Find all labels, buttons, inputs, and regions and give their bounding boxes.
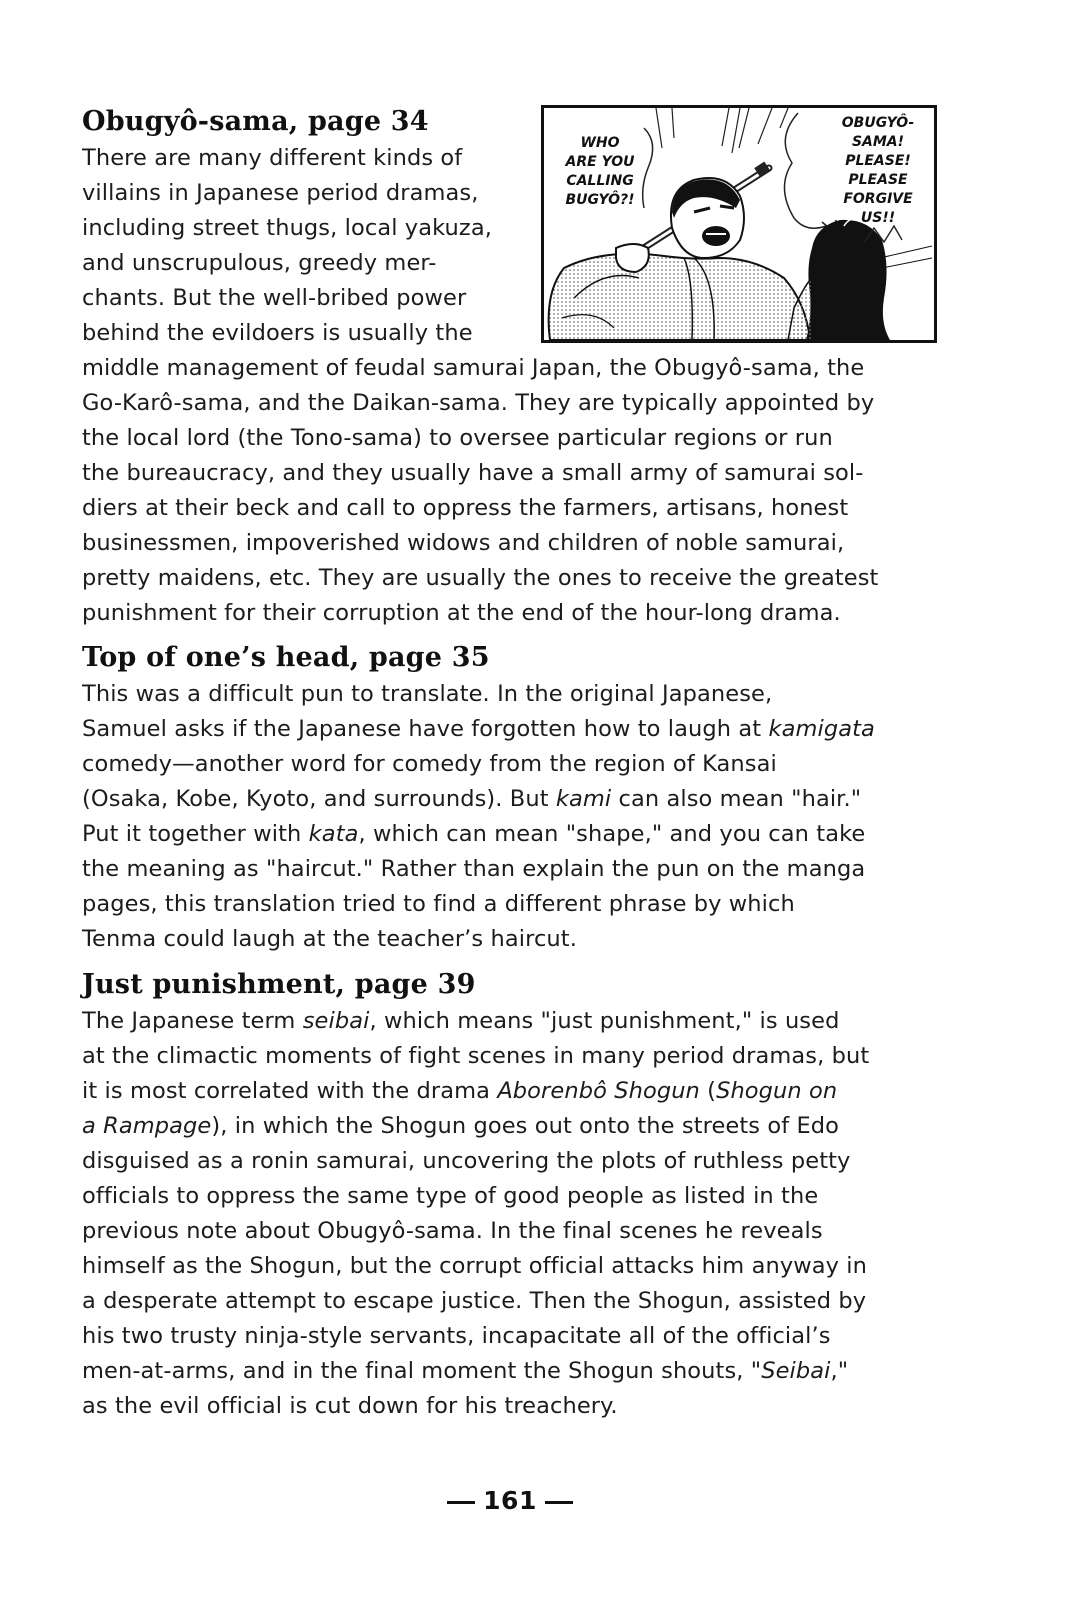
- speech-bubble-left-text: [556, 134, 644, 210]
- manga-panel-illustration: [541, 105, 937, 343]
- speech-bubble-right: [784, 113, 826, 228]
- bubble-line: FORGIVE: [843, 191, 913, 207]
- text-run: ), in which the Shogun goes out onto the streets of Edo: [211, 1113, 840, 1139]
- text-run: , which can mean "shape," and you can take: [358, 821, 866, 847]
- bubble-line: SAMA!: [851, 134, 905, 150]
- italic-term: seibai: [302, 1008, 370, 1034]
- section-heading-obugyo: Obugyô-sama, page 34: [82, 106, 429, 137]
- em-dash-left: [447, 1501, 475, 1504]
- bubble-line: PLEASE: [848, 172, 908, 188]
- italic-title: a Rampage: [82, 1113, 212, 1139]
- bubble-line: OBUGYÔ-: [841, 115, 915, 131]
- text-run: (Osaka, Kobe, Kyoto, and surrounds). But: [82, 786, 556, 812]
- text-line: comedy—another word for comedy from the region of Kansai: [82, 751, 777, 777]
- text-line: punishment for their corruption at the end of the hour-long drama.: [82, 600, 841, 626]
- italic-term: kami: [555, 786, 612, 812]
- bubble-line: ARE YOU: [565, 154, 635, 170]
- text-line: middle management of feudal samurai Japan, the Obugyô-sama, the: [82, 355, 865, 381]
- section-body-top-of-head: [82, 677, 875, 957]
- bubble-line: WHO: [580, 135, 620, 151]
- text-line: previous note about Obugyô-sama. In the final scenes he reveals: [82, 1218, 823, 1244]
- text-line: a desperate attempt to escape justice. Then the Shogun, assisted by: [82, 1288, 867, 1314]
- text-line: There are many different kinds of: [82, 145, 463, 171]
- speech-bubble-right-text: [826, 114, 930, 228]
- text-line: [82, 817, 875, 852]
- italic-term: kata: [308, 821, 359, 847]
- speed-lines: [656, 108, 788, 153]
- text-line: [82, 1004, 869, 1039]
- text-line: [82, 1109, 869, 1144]
- text-run: Put it together with: [82, 821, 309, 847]
- text-run: can also mean "hair.": [611, 786, 862, 812]
- text-line: including street thugs, local yakuza,: [82, 215, 492, 241]
- text-line: [82, 712, 875, 747]
- text-line: officials to oppress the same type of good people as listed in the: [82, 1183, 819, 1209]
- text-run: men-at-arms, and in the final moment the Shogun shouts, ": [82, 1358, 762, 1384]
- text-line: as the evil official is cut down for his treachery.: [82, 1393, 618, 1419]
- text-line: chants. But the well-bribed power: [82, 285, 467, 311]
- section-heading-top-of-head: Top of one’s head, page 35: [82, 642, 490, 673]
- page-number-value: 161: [483, 1486, 537, 1515]
- page-number: [0, 1486, 1020, 1515]
- text-line: diers at their beck and call to oppress the farmers, artisans, honest: [82, 495, 849, 521]
- italic-term: Seibai: [761, 1358, 831, 1384]
- section-heading-just-punishment: Just punishment, page 39: [82, 969, 476, 1000]
- italic-title: Shogun on: [716, 1078, 838, 1104]
- text-run: (: [699, 1078, 717, 1104]
- text-run: The Japanese term: [82, 1008, 303, 1034]
- text-line: Tenma could laugh at the teacher’s haircut.: [82, 926, 577, 952]
- text-line: [82, 782, 875, 817]
- text-line: This was a difficult pun to translate. In the original Japanese,: [82, 681, 773, 707]
- text-run: ,": [830, 1358, 849, 1384]
- text-line: [82, 1074, 869, 1109]
- text-line: himself as the Shogun, but the corrupt official attacks him anyway in: [82, 1253, 868, 1279]
- italic-term: kamigata: [768, 716, 875, 742]
- text-line: pages, this translation tried to find a different phrase by which: [82, 891, 795, 917]
- text-line: [82, 1354, 869, 1389]
- bubble-line: PLEASE!: [845, 153, 911, 169]
- girl-figure: [788, 218, 932, 340]
- em-dash-right: [545, 1501, 573, 1504]
- bubble-line: US!!: [860, 210, 896, 226]
- text-line: his two trusty ninja-style servants, incapacitate all of the official’s: [82, 1323, 831, 1349]
- text-line: and unscrupulous, greedy mer-: [82, 250, 437, 276]
- italic-title: Aborenbô Shogun: [497, 1078, 700, 1104]
- text-line: behind the evildoers is usually the: [82, 320, 473, 346]
- section-body-just-punishment: [82, 1004, 869, 1424]
- text-line: the local lord (the Tono-sama) to oversee particular regions or run: [82, 425, 833, 451]
- bubble-line: CALLING: [566, 173, 634, 189]
- bubble-line: BUGYÔ?!: [565, 192, 635, 208]
- text-line: the meaning as "haircut." Rather than explain the pun on the manga: [82, 856, 866, 882]
- text-line: the bureaucracy, and they usually have a small army of samurai sol-: [82, 460, 864, 486]
- text-line: businessmen, impoverished widows and children of noble samurai,: [82, 530, 845, 556]
- text-run: , which means "just punishment," is used: [369, 1008, 840, 1034]
- text-run: Samuel asks if the Japanese have forgotten how to laugh at: [82, 716, 769, 742]
- text-line: villains in Japanese period dramas,: [82, 180, 479, 206]
- text-run: it is most correlated with the drama: [82, 1078, 498, 1104]
- text-line: at the climactic moments of fight scenes in many period dramas, but: [82, 1043, 870, 1069]
- text-line: disguised as a ronin samurai, uncovering the plots of ruthless petty: [82, 1148, 851, 1174]
- text-line: pretty maidens, etc. They are usually the ones to receive the greatest: [82, 565, 879, 591]
- text-line: Go-Karô-sama, and the Daikan-sama. They are typically appointed by: [82, 390, 875, 416]
